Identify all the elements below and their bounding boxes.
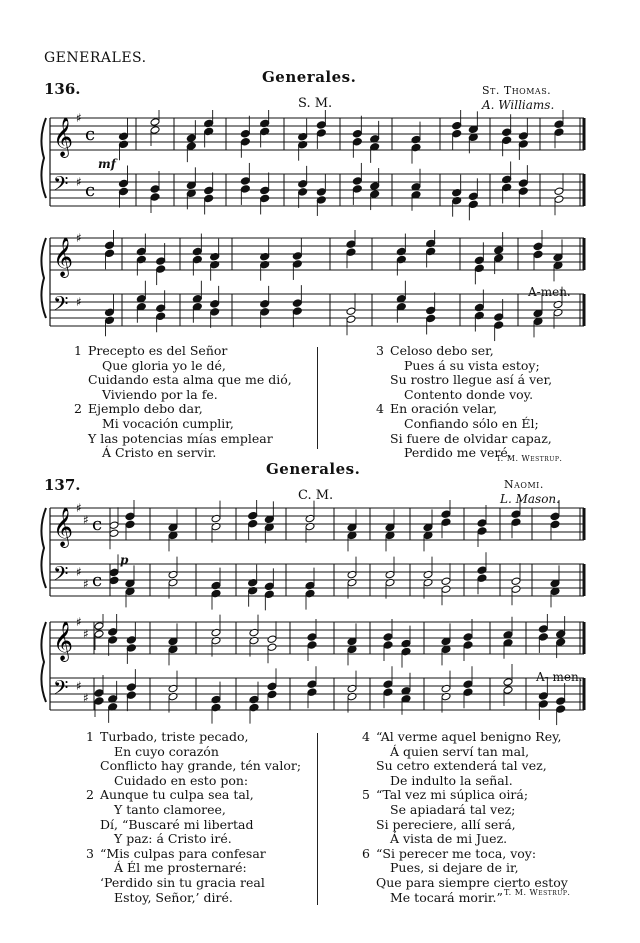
note-head (211, 589, 221, 598)
note-head (554, 187, 564, 196)
note-head (556, 705, 566, 714)
note-head (240, 185, 250, 194)
note-head (316, 196, 326, 205)
note-head (518, 140, 528, 149)
note-head (248, 519, 258, 528)
dynamic-marking: mf (98, 157, 116, 171)
note-head (204, 186, 214, 195)
note-head (518, 132, 528, 141)
verse-line: Cuidado en esto pon: (114, 772, 249, 788)
note-head (94, 622, 104, 631)
sharp-icon: ♯ (76, 565, 82, 579)
note-head (248, 511, 258, 520)
verse-line: Estoy, Señor,’ diré. (114, 889, 233, 905)
note-head (550, 512, 560, 521)
note-head (292, 299, 302, 308)
note-head (554, 195, 564, 204)
note-head (109, 529, 119, 538)
note-head (109, 568, 119, 577)
note-head (494, 246, 504, 255)
verse-line: “Tal vez mi súplica oirá; (376, 787, 529, 803)
note-head (518, 179, 528, 188)
note-head (150, 126, 160, 135)
note-head (298, 188, 308, 197)
note-head (249, 695, 259, 704)
verse-line: Cuidando esta alma que me dió, (88, 372, 292, 388)
note-head (468, 200, 478, 209)
note-head (554, 120, 564, 129)
verse-number: 4 (362, 729, 370, 744)
note-head (94, 630, 104, 639)
music-score (0, 500, 640, 612)
bass-clef-icon: 𝄢 (53, 291, 69, 320)
note-head (267, 682, 277, 691)
note-head (538, 625, 548, 634)
verse-line: Que gloria yo le dé, (102, 357, 226, 373)
note-head (105, 316, 115, 325)
note-head (156, 265, 166, 274)
note-head (463, 641, 473, 650)
treble-clef-icon: 𝄞 (53, 237, 74, 277)
note-head (240, 137, 250, 146)
note-head (316, 121, 326, 130)
note-head (156, 304, 166, 313)
author-credit: T. M. Westrup. (496, 454, 563, 463)
note-head (477, 574, 487, 583)
verse-number: 1 (86, 729, 94, 744)
note-head (538, 633, 548, 642)
note-head (463, 688, 473, 697)
verses-right (362, 729, 571, 905)
note-head (136, 255, 146, 264)
sharp-icon: ♯ (83, 576, 89, 591)
note-head (267, 690, 277, 699)
verse-number: 6 (362, 845, 370, 861)
verse-line: Confiando sólo en Él; (404, 415, 539, 431)
verse-number: 1 (74, 343, 82, 358)
verse (74, 402, 292, 460)
note-head (426, 314, 436, 323)
brace-icon (41, 118, 46, 198)
running-head: GENERALES. (44, 50, 147, 66)
note-head (533, 242, 543, 251)
note-head (305, 589, 315, 598)
note-head (211, 695, 221, 704)
note-head (298, 180, 308, 189)
verse-line: ‘Perdido sin tu gracia real (100, 874, 265, 890)
note-head (556, 630, 566, 639)
note-head (383, 641, 393, 650)
verse (74, 344, 292, 402)
note-head (126, 683, 136, 692)
note-head (119, 179, 129, 188)
verse-line: Se apiadará tal vez; (390, 801, 516, 817)
verse-number: 2 (86, 787, 94, 803)
note-head (477, 519, 487, 528)
note-head (441, 518, 451, 527)
verse-line: “Si perecer me toca, voy: (376, 845, 537, 861)
note-head (316, 129, 326, 138)
note-head (383, 688, 393, 697)
note-head (316, 188, 326, 197)
verse-line: Pues á su vista estoy; (404, 357, 540, 373)
note-head (533, 250, 543, 259)
treble-clef-icon: 𝄞 (53, 621, 74, 661)
note-head (211, 581, 221, 590)
note-head (518, 187, 528, 196)
note-head (292, 252, 302, 261)
note-head (267, 635, 277, 644)
note-head (426, 306, 436, 315)
note-head (126, 644, 136, 653)
composer: L. Mason. (500, 492, 560, 506)
sharp-icon: ♯ (76, 111, 82, 125)
verse-line: Y paz: á Cristo iré. (114, 831, 232, 847)
verse-line: Si fuere de olvidar capaz, (390, 430, 552, 446)
note-head (346, 307, 356, 316)
sharp-icon: ♯ (76, 615, 82, 629)
composer: A. Williams. (482, 98, 555, 112)
note-head (352, 177, 362, 186)
tune-name: Naomi. (504, 478, 544, 491)
bass-clef-icon: 𝄢 (53, 675, 69, 704)
verse-line: “Al verme aquel benigno Rey, (376, 729, 562, 744)
verse (86, 788, 301, 846)
note-head (411, 135, 421, 144)
author-credit: T. M. Westrup. (504, 888, 571, 897)
note-head (119, 132, 129, 141)
verse-line: Viviendo por la fe. (102, 386, 218, 402)
hymn-title: Generales. (266, 460, 361, 478)
note-head (556, 638, 566, 647)
common-time-icon: c (92, 513, 103, 535)
verse-line: Me tocará morir.” (390, 889, 503, 905)
note-head (494, 321, 504, 330)
note-head (474, 303, 484, 312)
note-head (292, 307, 302, 316)
verse-line: Que para siempre cierto estoy (376, 874, 568, 890)
note-head (538, 692, 548, 701)
verse-line: Pues, si dejare de ir, (390, 860, 519, 876)
note-head (305, 581, 315, 590)
verse (362, 730, 568, 788)
verse-number: 2 (74, 401, 82, 417)
sharp-icon: ♯ (83, 690, 89, 705)
note-head (503, 686, 513, 695)
note-head (502, 136, 512, 145)
brace-icon (41, 238, 46, 318)
verse (86, 847, 301, 905)
bass-clef-icon: 𝄢 (53, 171, 69, 200)
verse-line: Contento donde voy. (404, 386, 534, 402)
verse-line: De indulto la señal. (390, 772, 513, 788)
note-head (105, 249, 115, 258)
note-head (119, 140, 129, 149)
note-head (264, 582, 274, 591)
note-head (383, 680, 393, 689)
verse-line: Turbado, triste pecado, (100, 729, 249, 744)
note-head (156, 312, 166, 321)
verse-number: 5 (362, 787, 370, 803)
verse-line: Dí, “Buscaré mi libertad (100, 816, 254, 832)
note-head (105, 241, 115, 250)
verse-line: Á vista de mi Juez. (390, 831, 508, 847)
note-head (352, 129, 362, 138)
note-head (556, 697, 566, 706)
sharp-icon: ♯ (83, 626, 89, 641)
note-head (370, 182, 380, 191)
verse-line: En oración velar, (390, 401, 498, 417)
note-head (125, 520, 135, 529)
hymn-number: 137. (44, 476, 81, 494)
note-head (307, 680, 317, 689)
note-head (94, 689, 104, 698)
verse-line: “Mis culpas para confesar (100, 845, 266, 861)
note-head (554, 128, 564, 137)
note-head (150, 118, 160, 127)
note-head (192, 255, 202, 264)
note-head (260, 194, 270, 203)
note-head (150, 185, 160, 194)
note-head (502, 128, 512, 137)
verse-line: Á Cristo en servir. (102, 445, 217, 461)
verse-line: Mi vocación cumplir, (102, 415, 234, 431)
note-head (452, 129, 462, 138)
verse (86, 730, 301, 788)
verse (376, 344, 552, 402)
note-head (210, 300, 220, 309)
note-head (192, 247, 202, 256)
note-head (307, 688, 317, 697)
verse-line: Aunque tu culpa sea tal, (100, 787, 254, 803)
note-head (396, 255, 406, 264)
column-divider (317, 347, 318, 449)
hymn-title: Generales. (262, 68, 357, 86)
note-head (260, 300, 270, 309)
note-head (511, 510, 521, 519)
note-head (511, 577, 521, 586)
bass-clef-icon: 𝄢 (53, 561, 69, 590)
note-head (468, 192, 478, 201)
verse-line: Conflicto hay grande, tén valor; (100, 758, 302, 774)
treble-clef-icon: 𝄞 (53, 117, 74, 157)
verse-number: 3 (86, 845, 94, 861)
note-head (474, 256, 484, 265)
note-head (463, 680, 473, 689)
verse-line: Celoso debo ser, (390, 343, 494, 358)
common-time-icon: c (92, 569, 103, 591)
verse-line: Si pereciere, allí será, (376, 816, 516, 832)
note-head (477, 527, 487, 536)
verse-line: Á quien serví tan mal, (390, 743, 530, 759)
verse-line: Su cetro extenderá tal vez, (376, 758, 547, 774)
hymn-meter: S. M. (298, 96, 333, 111)
sharp-icon: ♯ (76, 175, 82, 189)
note-head (477, 566, 487, 575)
amen-lyric: A- men. (536, 670, 583, 684)
verse-line: Á Él me prosternaré: (114, 860, 247, 876)
note-head (211, 703, 221, 712)
dynamic-marking: p (120, 553, 129, 567)
verse-line: Precepto es del Señor (88, 343, 228, 358)
note-head (538, 700, 548, 709)
note-head (240, 129, 250, 138)
note-head (108, 628, 118, 637)
note-head (119, 187, 129, 196)
note-head (352, 137, 362, 146)
brace-icon (41, 622, 46, 702)
note-head (474, 264, 484, 273)
note-head (396, 247, 406, 256)
note-head (352, 185, 362, 194)
note-head (125, 512, 135, 521)
verses-left (86, 730, 301, 905)
sharp-icon: ♯ (76, 295, 82, 309)
note-head (136, 247, 146, 256)
note-head (494, 254, 504, 263)
hymn-number: 136. (44, 80, 81, 98)
tune-name: St. Thomas. (482, 84, 552, 97)
verse-line: Perdido me veré. (404, 445, 512, 461)
note-head (109, 521, 119, 530)
note-head (249, 703, 259, 712)
note-head (307, 641, 317, 650)
note-head (150, 193, 160, 202)
note-head (260, 308, 270, 317)
verse (376, 402, 552, 460)
verse-line: Y las potencias mías emplear (88, 430, 273, 446)
note-head (126, 636, 136, 645)
sharp-icon: ♯ (76, 231, 82, 245)
note-head (204, 194, 214, 203)
note-head (411, 143, 421, 152)
verse (362, 788, 568, 846)
note-head (346, 240, 356, 249)
verse-number: 3 (376, 343, 384, 358)
note-head (240, 177, 250, 186)
note-head (370, 190, 380, 199)
verse-line: En cuyo corazón (114, 743, 219, 759)
note-head (401, 639, 411, 648)
note-head (260, 186, 270, 195)
note-head (292, 260, 302, 269)
note-head (126, 691, 136, 700)
note-head (267, 643, 277, 652)
note-head (441, 510, 451, 519)
sharp-icon: ♯ (83, 512, 89, 527)
hymn-meter: C. M. (298, 488, 334, 503)
verse-number: 4 (376, 401, 384, 417)
note-head (346, 315, 356, 324)
verse-line: Ejemplo debo dar, (88, 401, 203, 417)
common-time-icon: c (85, 179, 96, 201)
note-head (494, 313, 504, 322)
note-head (108, 636, 118, 645)
verses-right (376, 344, 552, 461)
note-head (511, 518, 521, 527)
sharp-icon: ♯ (76, 679, 82, 693)
note-head (401, 647, 411, 656)
note-head (463, 633, 473, 642)
note-head (383, 633, 393, 642)
column-divider (317, 733, 318, 905)
sharp-icon: ♯ (76, 501, 82, 515)
note-head (109, 576, 119, 585)
note-head (94, 697, 104, 706)
verse-line: Su rostro llegue así á ver, (390, 372, 553, 388)
note-head (186, 142, 196, 151)
verses-left (74, 344, 292, 461)
note-head (550, 520, 560, 529)
note-head (441, 585, 451, 594)
note-head (441, 577, 451, 586)
music-score (0, 110, 640, 222)
note-head (105, 308, 115, 317)
common-time-icon: c (85, 123, 96, 145)
amen-lyric: A-men. (528, 285, 571, 299)
note-head (452, 121, 462, 130)
treble-clef-icon: 𝄞 (53, 507, 74, 547)
note-head (156, 257, 166, 266)
brace-icon (41, 508, 46, 588)
note-head (346, 248, 356, 257)
note-head (511, 585, 521, 594)
verse-line: Y tanto clamoree, (114, 801, 226, 817)
note-head (503, 678, 513, 687)
note-head (264, 590, 274, 599)
note-head (307, 633, 317, 642)
note-head (474, 311, 484, 320)
note-head (186, 134, 196, 143)
note-head (210, 308, 220, 317)
